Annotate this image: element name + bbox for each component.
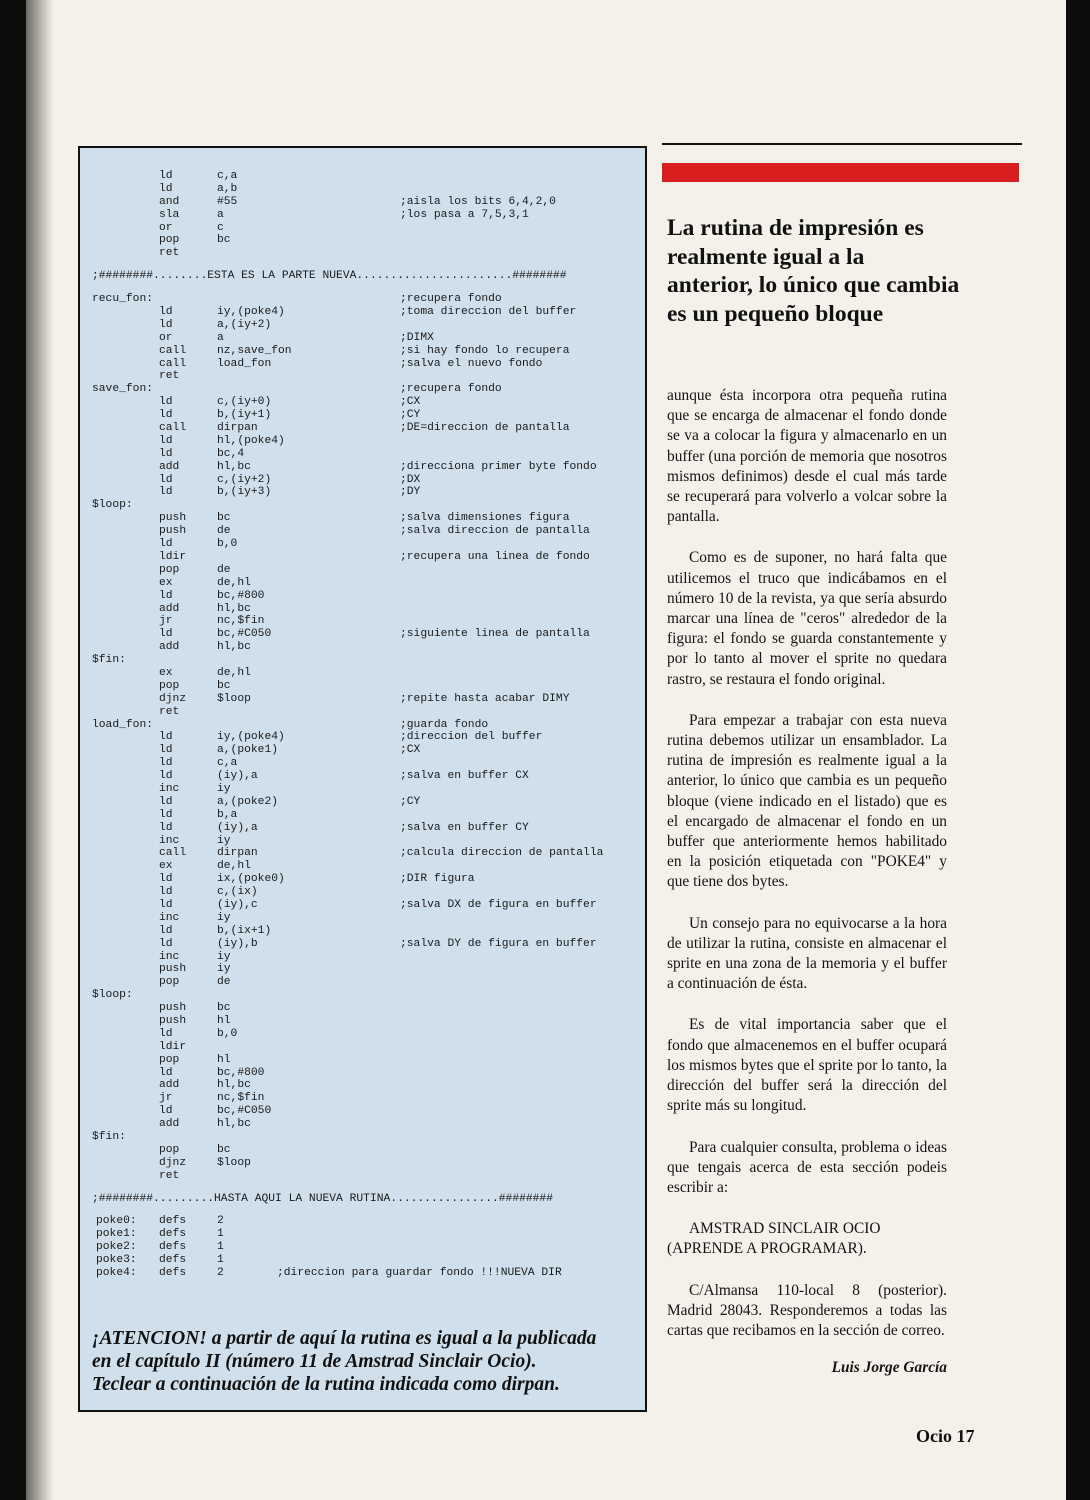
code-line: [92, 1002, 637, 1015]
code-operand: a,(poke1): [217, 744, 279, 757]
code-operand: 1: [217, 1228, 224, 1241]
code-mnemonic: pop: [159, 679, 180, 692]
code-operand: hl: [217, 1053, 231, 1066]
code-line: [92, 319, 637, 332]
code-comment: ;DX: [400, 473, 421, 486]
code-operand: iy: [217, 782, 231, 795]
code-operand: b,0: [217, 1027, 238, 1040]
code-line: [92, 383, 637, 396]
code-line: [92, 615, 637, 628]
code-line: [92, 886, 637, 899]
code-line: [92, 1228, 637, 1241]
code-line: [92, 1157, 637, 1170]
code-line: [92, 461, 637, 474]
code-mnemonic: ld: [159, 628, 173, 641]
code-comment: ;salva DY de figura en buffer: [400, 937, 597, 950]
code-label: poke3:: [96, 1254, 137, 1267]
code-operand: a,(iy+2): [217, 318, 272, 331]
code-line: [92, 512, 637, 525]
code-line: [92, 293, 637, 306]
article-paragraph: Un consejo para no equivocarse a la hora de utilizar la rutina, consiste en almacenar el sprite en una zona de la memoria y el buffer a continuación de ésta.: [667, 914, 947, 993]
code-line: [92, 1067, 637, 1080]
code-comment: ;CX: [400, 744, 421, 757]
code-operand: iy: [217, 834, 231, 847]
code-mnemonic: or: [159, 221, 173, 234]
code-mnemonic: ex: [159, 666, 173, 679]
code-line: [92, 222, 637, 235]
code-comment: ;salva dimensiones figura: [400, 512, 570, 525]
code-mnemonic: ld: [159, 434, 173, 447]
code-mnemonic: ld: [159, 757, 173, 770]
code-mnemonic: ld: [159, 170, 173, 182]
code-line: [92, 1028, 637, 1041]
top-rule: [662, 143, 1022, 145]
listing-spacer: [92, 1183, 637, 1193]
warning-line: ¡ATENCION! a partir de aquí la rutina es igual a la publicada: [92, 1328, 597, 1349]
code-operand: iy: [217, 911, 231, 924]
code-operand: hl,(poke4): [217, 434, 285, 447]
code-mnemonic: ld: [159, 937, 173, 950]
code-line: [92, 809, 637, 822]
code-operand: hl,bc: [217, 1079, 251, 1092]
code-mnemonic: ret: [159, 1169, 180, 1182]
code-line: [92, 706, 637, 719]
code-operand: (iy),c: [217, 898, 258, 911]
code-operand: hl,bc: [217, 602, 251, 615]
code-line: [92, 1054, 637, 1067]
code-operand: 2: [217, 1215, 224, 1228]
code-mnemonic: ld: [159, 306, 173, 319]
code-line: [92, 693, 637, 706]
code-line: [92, 1267, 637, 1280]
code-operand: nz,save_fon: [217, 344, 292, 357]
code-mnemonic: ld: [159, 731, 173, 744]
code-operand: b,(ix+1): [217, 924, 272, 937]
code-comment: ;CY: [400, 409, 421, 422]
code-mnemonic: call: [159, 344, 187, 357]
code-comment: ;los pasa a 7,5,3,1: [400, 208, 529, 221]
code-line: [92, 183, 637, 196]
code-mnemonic: ld: [159, 898, 173, 911]
code-comment: ;calcula direccion de pantalla: [400, 847, 604, 860]
code-comment: ;salva DX de figura en buffer: [400, 898, 597, 911]
code-mnemonic: ld: [159, 486, 173, 499]
article-paragraph: Para cualquier consulta, problema o ideas que tengais acerca de esta sección podeis escribir a:: [667, 1138, 947, 1196]
code-operand: de,hl: [217, 666, 251, 679]
code-line: [92, 757, 637, 770]
code-mnemonic: ld: [159, 1027, 173, 1040]
code-mnemonic: ld: [159, 1066, 173, 1079]
listing-spacer: [92, 260, 637, 270]
code-comment: ;aisla los bits 6,4,2,0: [400, 195, 556, 208]
code-label: poke0:: [96, 1215, 137, 1228]
page-gutter-shadow: [26, 0, 54, 1500]
code-line: [92, 951, 637, 964]
code-operand: bc: [217, 679, 231, 692]
code-operand: de,hl: [217, 860, 251, 873]
code-mnemonic: ld: [159, 795, 173, 808]
code-comment: ;repite hasta acabar DIMY: [400, 692, 570, 705]
code-mnemonic: inc: [159, 950, 180, 963]
code-line: [92, 370, 637, 383]
code-line: [92, 1105, 637, 1118]
code-mnemonic: jr: [159, 1092, 173, 1105]
code-line: [92, 783, 637, 796]
code-mnemonic: ret: [159, 370, 180, 383]
code-operand: $loop: [217, 692, 251, 705]
article-paragraph: Para empezar a trabajar con esta nueva rutina debemos utilizar un ensamblador. La rutina de impresión es realmente igual a la anterior, lo único que cambia es un pequeño bloque (viene indicado en el listado) que es el encargado de almacenar el fondo en un buffer que anteriormente hemos habilitado en la posición etiquetada con "POKE4" y que tiene dos bytes.: [667, 711, 947, 891]
headline-line: es un pequeño bloque: [667, 301, 884, 328]
code-label: poke2:: [96, 1241, 137, 1254]
code-line: [92, 847, 637, 860]
warning-line: en el capítulo II (número 11 de Amstrad Sinclair Ocio).: [92, 1351, 537, 1372]
code-mnemonic: ret: [159, 705, 180, 718]
code-line: [92, 744, 637, 757]
code-comment: ;siguiente linea de pantalla: [400, 628, 590, 641]
code-line: [92, 332, 637, 345]
code-mnemonic: pop: [159, 563, 180, 576]
code-line: [92, 551, 637, 564]
code-comment: ;direccion para guardar fondo !!!NUEVA DIR: [277, 1267, 562, 1280]
code-mnemonic: jr: [159, 615, 173, 628]
code-mnemonic: call: [159, 357, 187, 370]
code-line: [92, 1254, 637, 1267]
code-line: [92, 796, 637, 809]
headline-line: realmente igual a la: [667, 243, 865, 270]
assembly-listing: [92, 170, 637, 1280]
code-comment: ;guarda fondo: [400, 718, 489, 731]
code-comment: ;recupera fondo: [400, 383, 502, 396]
code-mnemonic: ld: [159, 808, 173, 821]
code-operand: a: [217, 208, 224, 221]
code-line: [92, 538, 637, 551]
code-label: $loop:: [92, 499, 133, 512]
code-line: [92, 358, 637, 371]
code-label: $fin:: [92, 1131, 126, 1144]
code-line: [92, 680, 637, 693]
code-mnemonic: add: [159, 460, 180, 473]
code-mnemonic: ex: [159, 860, 173, 873]
code-comment: ;salva direccion de pantalla: [400, 525, 590, 538]
code-mnemonic: pop: [159, 1143, 180, 1156]
code-label: $loop:: [92, 989, 133, 1002]
code-operand: bc: [217, 1002, 231, 1015]
code-operand: iy: [217, 963, 231, 976]
code-line: [92, 938, 637, 951]
code-line: [92, 1241, 637, 1254]
code-operand: a,b: [217, 182, 238, 195]
code-line: [92, 435, 637, 448]
warning-note: [92, 1327, 640, 1396]
code-mnemonic: push: [159, 512, 187, 525]
code-mnemonic: inc: [159, 782, 180, 795]
code-mnemonic: call: [159, 422, 187, 435]
code-operand: bc,4: [217, 447, 245, 460]
code-operand: 1: [217, 1254, 224, 1267]
code-line: [92, 899, 637, 912]
code-line: [92, 654, 637, 667]
code-line: [92, 590, 637, 603]
code-line: [92, 1215, 637, 1228]
code-comment: ;CX: [400, 396, 421, 409]
code-mnemonic: djnz: [159, 692, 187, 705]
code-mnemonic: defs: [159, 1267, 187, 1280]
code-line: [92, 499, 637, 512]
code-comment: ;salva el nuevo fondo: [400, 357, 543, 370]
code-comment: ;si hay fondo lo recupera: [400, 344, 570, 357]
code-comment: ;CY: [400, 795, 421, 808]
code-mnemonic: defs: [159, 1254, 187, 1267]
code-operand: c,a: [217, 757, 238, 770]
article-paragraph: Es de vital importancia saber que el fondo que almacenemos en el buffer ocupará los mismos bytes que el sprite por lo tanto, la dirección del buffer será la dirección del sprite más su longitud.: [667, 1016, 947, 1115]
contact-name: AMSTRAD SINCLAIR OCIO (APRENDE A PROGRAMAR).: [667, 1220, 881, 1258]
pull-quote-headline: [667, 214, 1017, 329]
code-mnemonic: ld: [159, 886, 173, 899]
code-operand: dirpan: [217, 422, 258, 435]
page-folio: Ocio 17: [916, 1426, 975, 1446]
code-line: [92, 1131, 637, 1144]
code-mnemonic: ld: [159, 821, 173, 834]
code-line: [92, 564, 637, 577]
code-line: [92, 873, 637, 886]
code-mnemonic: add: [159, 641, 180, 654]
code-mnemonic: push: [159, 525, 187, 538]
code-mnemonic: ldir: [159, 550, 187, 563]
code-comment: ;salva en buffer CX: [400, 770, 529, 783]
code-line: [92, 835, 637, 848]
code-line: [92, 719, 637, 732]
code-operand: load_fon: [217, 357, 272, 370]
code-line: [92, 770, 637, 783]
code-mnemonic: and: [159, 195, 180, 208]
code-line: [92, 474, 637, 487]
section-marker: ;########.........HASTA AQUI LA NUEVA RUTINA................########: [92, 1192, 553, 1205]
code-line: [92, 577, 637, 590]
code-mnemonic: defs: [159, 1241, 187, 1254]
code-mnemonic: push: [159, 963, 187, 976]
article-paragraph: aunque ésta incorpora otra pequeña rutina que se encarga de almacenar el fondo donde se va a colocar la figura y almacenarlo en un buffer (una porción de memoria que nosotros mismos definimos) desde el cual más tarde se recuperará para volverlo a volcar sobre la pantalla.: [667, 387, 947, 526]
code-mnemonic: ld: [159, 182, 173, 195]
code-line: [92, 1015, 637, 1028]
code-line: [92, 860, 637, 873]
code-mnemonic: ldir: [159, 1040, 187, 1053]
code-operand: b,(iy+1): [217, 409, 272, 422]
code-line: [92, 396, 637, 409]
code-operand: bc,#C050: [217, 628, 272, 641]
code-comment: ;salva en buffer CY: [400, 821, 529, 834]
code-operand: nc,$fin: [217, 1092, 265, 1105]
code-line: [92, 1193, 637, 1206]
code-operand: c,(iy+0): [217, 396, 272, 409]
code-operand: ix,(poke0): [217, 873, 285, 886]
code-line: [92, 641, 637, 654]
code-mnemonic: ld: [159, 1105, 173, 1118]
code-operand: iy,(poke4): [217, 306, 285, 319]
code-line: [92, 409, 637, 422]
code-line: [92, 1041, 637, 1054]
code-line: [92, 270, 637, 283]
code-operand: (iy),b: [217, 937, 258, 950]
code-operand: hl,bc: [217, 460, 251, 473]
code-comment: ;DE=direccion de pantalla: [400, 422, 570, 435]
code-line: [92, 603, 637, 616]
code-line: [92, 422, 637, 435]
code-label: recu_fon:: [92, 293, 154, 306]
code-mnemonic: push: [159, 1015, 187, 1027]
section-marker: ;########........ESTA ES LA PARTE NUEVA.......................########: [92, 270, 567, 283]
article-body: [667, 386, 947, 1399]
code-mnemonic: ld: [159, 744, 173, 757]
code-mnemonic: pop: [159, 234, 180, 247]
code-label: poke1:: [96, 1228, 137, 1241]
code-line: [92, 525, 637, 538]
code-operand: hl: [217, 1015, 231, 1027]
code-mnemonic: or: [159, 331, 173, 344]
code-line: [92, 667, 637, 680]
code-operand: b,(iy+3): [217, 486, 272, 499]
code-operand: bc,#800: [217, 589, 265, 602]
code-operand: bc,#C050: [217, 1105, 272, 1118]
code-line: [92, 209, 637, 222]
code-comment: ;direccion del buffer: [400, 731, 543, 744]
code-mnemonic: ld: [159, 409, 173, 422]
code-mnemonic: ld: [159, 589, 173, 602]
code-mnemonic: djnz: [159, 1156, 187, 1169]
code-line: [92, 196, 637, 209]
code-operand: de: [217, 525, 231, 538]
code-operand: c,a: [217, 170, 238, 182]
code-comment: ;DIMX: [400, 331, 434, 344]
code-mnemonic: add: [159, 602, 180, 615]
code-line: [92, 1118, 637, 1131]
code-line: [92, 963, 637, 976]
code-mnemonic: call: [159, 847, 187, 860]
code-operand: a: [217, 331, 224, 344]
code-operand: b,a: [217, 808, 238, 821]
code-comment: ;direcciona primer byte fondo: [400, 460, 597, 473]
code-label: poke4:: [96, 1267, 137, 1280]
code-mnemonic: add: [159, 1118, 180, 1131]
code-operand: c,(iy+2): [217, 473, 272, 486]
code-line: [92, 170, 637, 183]
code-operand: bc: [217, 512, 231, 525]
code-mnemonic: inc: [159, 834, 180, 847]
author-byline: Luis Jorge García: [831, 1359, 947, 1377]
code-label: load_fon:: [92, 718, 154, 731]
code-line: [92, 247, 637, 260]
code-line: [92, 731, 637, 744]
code-operand: $loop: [217, 1156, 251, 1169]
headline-line: anterior, lo único que cambia: [667, 272, 960, 299]
code-mnemonic: ld: [159, 396, 173, 409]
code-line: [92, 1079, 637, 1092]
code-line: [92, 486, 637, 499]
code-label: $fin:: [92, 654, 126, 667]
code-line: [92, 306, 637, 319]
headline-line: La rutina de impresión es: [667, 215, 924, 241]
code-operand: hl,bc: [217, 1118, 251, 1131]
code-operand: iy: [217, 950, 231, 963]
code-comment: ;DIR figura: [400, 873, 475, 886]
code-line: [92, 912, 637, 925]
article-paragraph: Como es de suponer, no hará falta que utilicemos el truco que indicábamos en el número 10 de la revista, ya que sería absurdo marcar una línea de "ceros" alrededor de la figura: el fondo se guarda constantemente y por lo tanto al mover el sprite no quedara rastro, se restaura el fondo original.: [667, 549, 947, 688]
code-mnemonic: pop: [159, 976, 180, 989]
code-operand: hl,bc: [217, 641, 251, 654]
code-operand: de: [217, 563, 231, 576]
code-mnemonic: sla: [159, 208, 180, 221]
code-label: save_fon:: [92, 383, 154, 396]
code-operand: c: [217, 221, 224, 234]
code-line: [92, 345, 637, 358]
code-operand: de: [217, 976, 231, 989]
code-operand: de,hl: [217, 576, 251, 589]
code-operand: c,(ix): [217, 886, 258, 899]
code-line: [92, 448, 637, 461]
code-mnemonic: pop: [159, 1053, 180, 1066]
code-line: [92, 925, 637, 938]
code-mnemonic: push: [159, 1002, 187, 1015]
code-comment: ;DY: [400, 486, 421, 499]
code-mnemonic: defs: [159, 1228, 187, 1241]
code-listing-box: [78, 146, 647, 1412]
code-line: [92, 822, 637, 835]
code-mnemonic: ex: [159, 576, 173, 589]
code-mnemonic: ld: [159, 873, 173, 886]
code-comment: ;recupera fondo: [400, 293, 502, 306]
code-mnemonic: ld: [159, 538, 173, 551]
code-mnemonic: ld: [159, 924, 173, 937]
code-operand: nc,$fin: [217, 615, 265, 628]
code-mnemonic: ld: [159, 770, 173, 783]
code-operand: bc: [217, 234, 231, 247]
code-operand: b,0: [217, 538, 238, 551]
code-mnemonic: ret: [159, 247, 180, 260]
code-line: [92, 1170, 637, 1183]
code-operand: dirpan: [217, 847, 258, 860]
code-mnemonic: ld: [159, 447, 173, 460]
code-mnemonic: add: [159, 1079, 180, 1092]
code-mnemonic: defs: [159, 1215, 187, 1228]
code-mnemonic: ld: [159, 473, 173, 486]
warning-line: Teclear a continuación de la rutina indicada como dirpan.: [92, 1374, 560, 1395]
code-line: [92, 976, 637, 989]
code-mnemonic: inc: [159, 911, 180, 924]
code-line: [92, 1092, 637, 1105]
code-operand: (iy),a: [217, 770, 258, 783]
code-comment: ;toma direccion del buffer: [400, 306, 577, 319]
code-mnemonic: ld: [159, 318, 173, 331]
code-line: [92, 234, 637, 247]
code-operand: #55: [217, 195, 238, 208]
code-operand: 1: [217, 1241, 224, 1254]
code-line: [92, 628, 637, 641]
red-accent-bar: [662, 163, 1019, 182]
code-operand: bc: [217, 1143, 231, 1156]
code-operand: iy,(poke4): [217, 731, 285, 744]
code-line: [92, 1144, 637, 1157]
code-line: [92, 989, 637, 1002]
code-operand: (iy),a: [217, 821, 258, 834]
code-operand: 2: [217, 1267, 224, 1280]
code-operand: bc,#800: [217, 1066, 265, 1079]
listing-spacer: [92, 1205, 637, 1215]
contact-address: C/Almansa 110-local 8 (posterior). Madrid 28043. Responderemos a todas las cartas que recibamos en la sección de correo.: [667, 1281, 947, 1339]
listing-spacer: [92, 283, 637, 293]
code-comment: ;recupera una linea de fondo: [400, 550, 590, 563]
code-operand: a,(poke2): [217, 795, 279, 808]
